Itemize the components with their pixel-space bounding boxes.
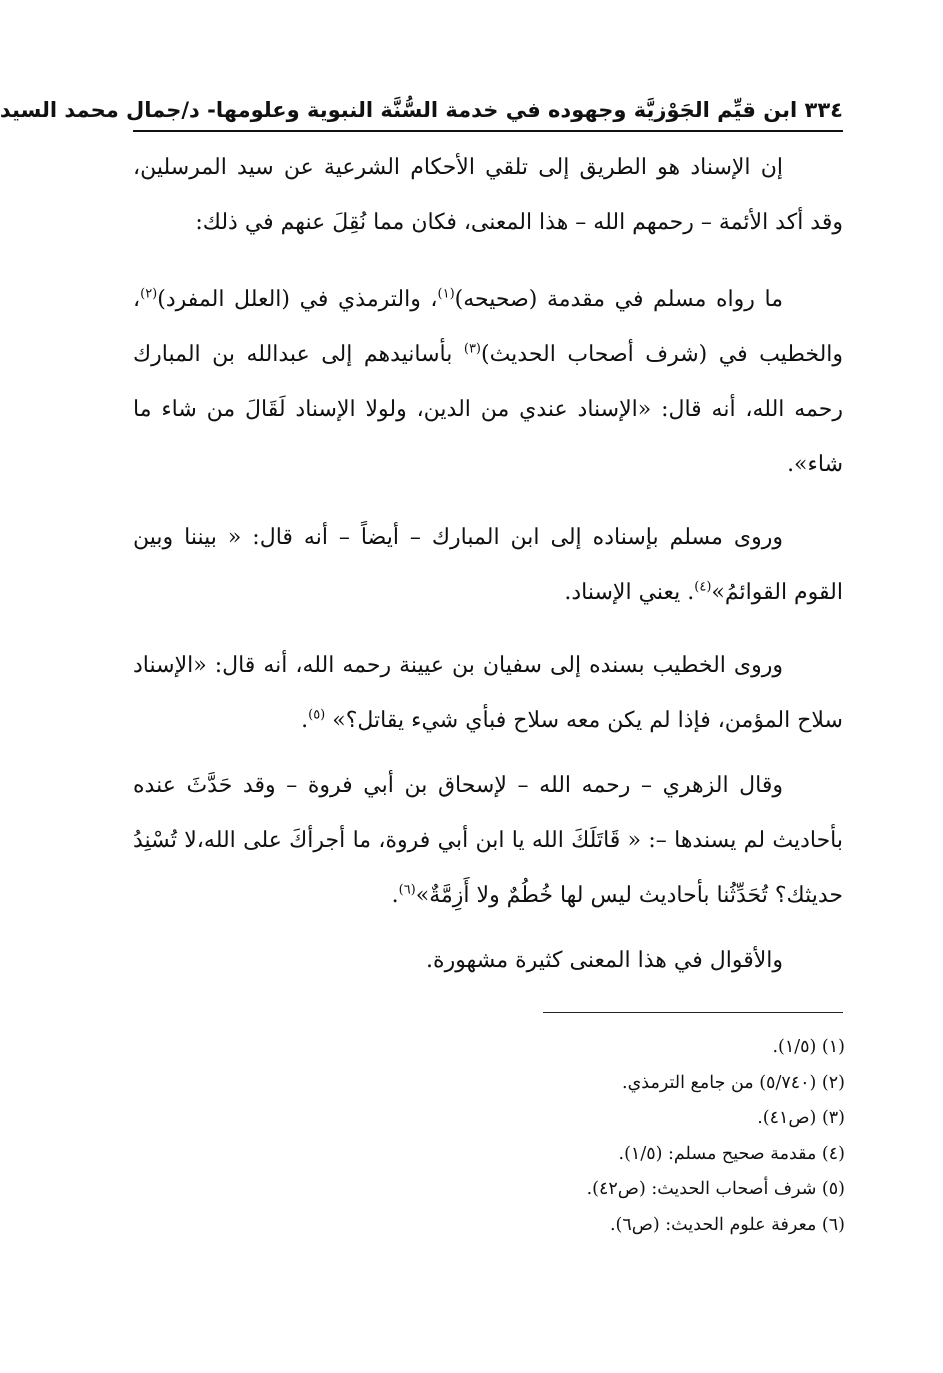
footnote: (٤) مقدمة صحيح مسلم: (١/٥). (618, 1143, 845, 1164)
paragraph-text: وروى الخطيب بسنده إلى سفيان بن عيينة رحمه الله، أنه قال: «الإسناد سلاح المؤمن، فإذا لم يكن معه سلاح فبأي شيء يقاتل؟» (133, 653, 843, 733)
footnote: (١) (١/٥). (772, 1037, 845, 1057)
paragraph-text: . يعني الإسناد. (564, 580, 695, 605)
paragraph (133, 140, 843, 250)
footnote-divider (543, 1012, 843, 1013)
paragraph (133, 638, 843, 748)
footnote: (٣) (ص٤١). (757, 1108, 845, 1128)
paragraph-text: وقال الزهري – رحمه الله – لإسحاق بن أبي فروة – وقد حَدَّثَ عنده بأحاديث لم يسندها –: « قَاتَلَكَ الله يا ابن أبي فروة، ما أجرأكَ على الله،لا تُسْنِدُ حديثك؟ تُحَدِّثُنا بأحاديث ليس لها خُطُمٌ ولا أَزِمَّةٌ» (133, 773, 843, 908)
main-text (133, 140, 843, 988)
paragraph-text: ، والترمذي في (العلل المفرد) (157, 287, 438, 312)
running-header: ٣٣٤ ابن قيِّم الجَوْزيَّة وجهوده في خدمة السُّنَّة النبوية وعلومها- د/جمال محمد السيد (0, 98, 843, 122)
footnote-marker: (٢) (140, 286, 158, 302)
footnote: (٢) (٥/٧٤٠) من جامع الترمذي. (622, 1072, 845, 1093)
header-divider (133, 130, 843, 132)
paragraph-text: . (391, 883, 399, 908)
footnote-marker: (٦) (398, 882, 416, 898)
paragraph (133, 272, 843, 492)
footnote-marker: (٣) (463, 341, 481, 357)
footnote: (٥) شرف أصحاب الحديث: (ص٤٢). (586, 1179, 845, 1199)
paragraph-text: بأسانيدهم إلى عبدالله بن المبارك رحمه الله، أنه قال: «الإسناد عندي من الدين، ولولا الإسناد لَقَالَ من شاء ما شاء». (133, 342, 843, 477)
paragraph-text: والأقوال في هذا المعنى كثيرة مشهورة. (426, 948, 783, 973)
paragraph (133, 510, 843, 620)
footnotes (300, 1030, 845, 1243)
footnote: (٦) معرفة علوم الحديث: (ص٦). (609, 1214, 845, 1235)
footnote-marker: (١) (437, 286, 455, 302)
paragraph-text: إن الإسناد هو الطريق إلى تلقي الأحكام الشرعية عن سيد المرسلين، وقد أكد الأئمة – رحمهم الله – هذا المعنى، فكان مما نُقِلَ عنهم في ذلك: (133, 155, 843, 235)
footnote-marker: (٤) (694, 579, 712, 595)
paragraph-text: ما رواه مسلم في مقدمة (صحيحه) (454, 287, 783, 312)
paragraph-text: وروى مسلم بإسناده إلى ابن المبارك – أيضاً – أنه قال: « بيننا وبين القوم القوائمُ» (133, 525, 843, 605)
paragraph-text: ، والخطيب في (شرف أصحاب الحديث) (133, 287, 844, 367)
paragraph (133, 933, 843, 988)
paragraph-text: . (301, 708, 309, 733)
footnote-marker: (٥) (308, 707, 326, 723)
paragraph (133, 758, 843, 923)
